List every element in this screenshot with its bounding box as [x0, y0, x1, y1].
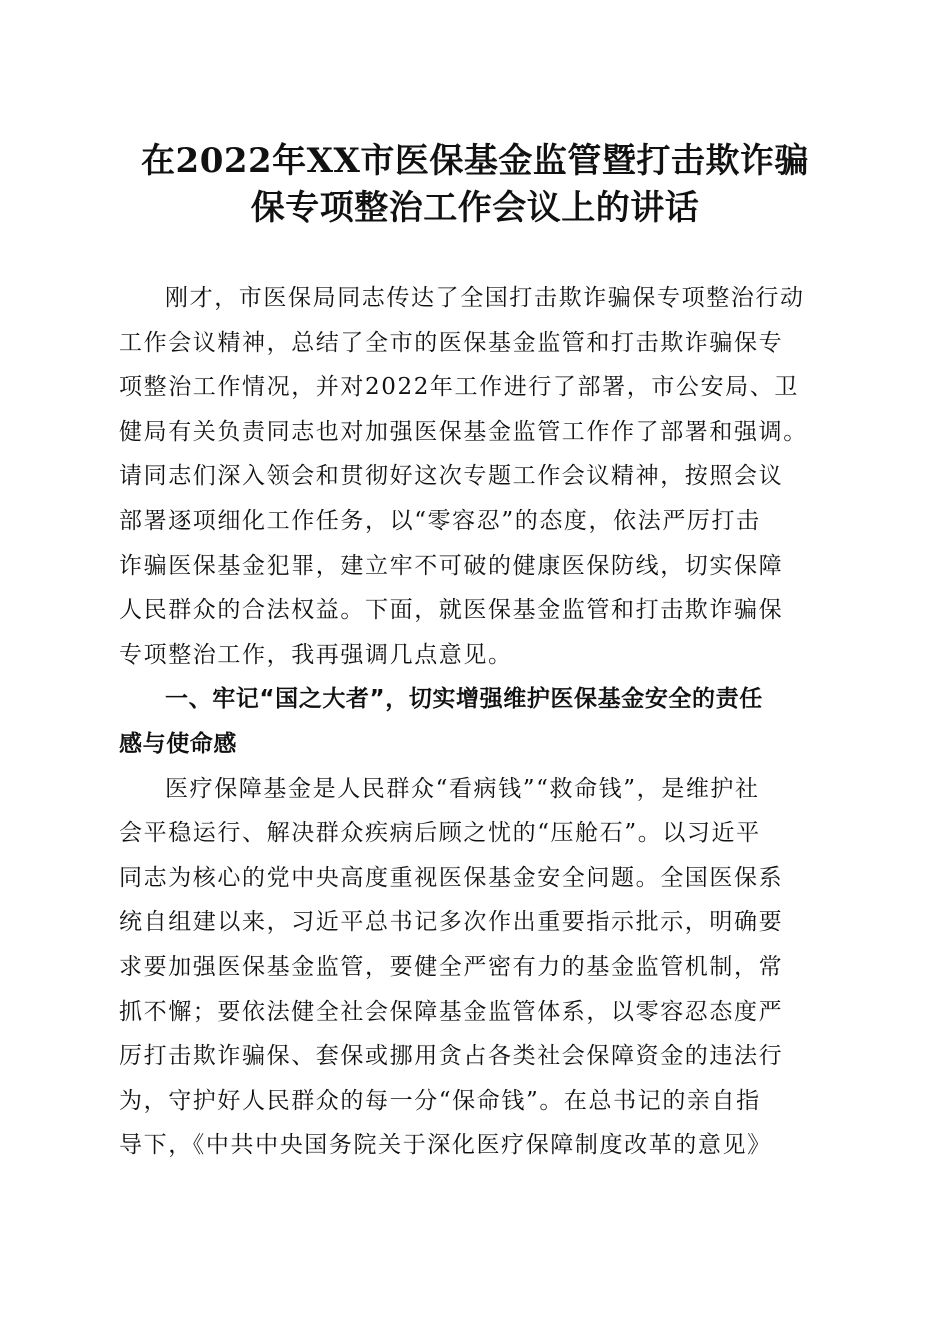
text-line: 抓不懈；要依法健全社会保障基金监管体系，以零容忍态度严 — [119, 998, 784, 1025]
text-line: 医疗保障基金是人民群众“看病钱”“救命钱”，是维护社 — [165, 775, 760, 802]
heading-line: 一、牢记“国之大者”，切实增强维护医保基金安全的责任 — [165, 686, 763, 713]
text-line: 诈骗医保基金犯罪，建立牢不可破的健康医保防线，切实保障 — [119, 552, 784, 579]
text-line: 刚才，市医保局同志传达了全国打击欺诈骗保专项整治行动 — [165, 285, 805, 311]
paragraph-section-1 — [119, 767, 831, 1168]
text-line: 同志为核心的党中央高度重视医保基金安全问题。全国医保系 — [119, 864, 784, 891]
text-line: 请同志们深入领会和贯彻好这次专题工作会议精神，按照会议 — [119, 463, 784, 490]
document-body — [119, 276, 831, 1168]
title-line-1: 在2022年XX市医保基金监管暨打击欺诈骗 — [141, 141, 809, 181]
text-line: 部署逐项细化工作任务，以“零容忍”的态度，依法严厉打击 — [119, 507, 761, 534]
text-line: 会平稳运行、解决群众疾病后顾之忧的“压舱石”。以习近平 — [119, 820, 761, 847]
section-heading-1 — [119, 677, 831, 766]
text-line: 导下，《中共中央国务院关于深化医疗保障制度改革的意见》 — [119, 1132, 772, 1159]
text-line: 健局有关负责同志也对加强医保基金监管工作作了部署和强调。 — [119, 418, 808, 445]
text-line: 工作会议精神，总结了全市的医保基金监管和打击欺诈骗保专 — [119, 329, 784, 356]
heading-line: 感与使命感 — [119, 730, 237, 757]
text-line: 人民群众的合法权益。下面，就医保基金监管和打击欺诈骗保 — [119, 597, 784, 624]
document-title — [90, 138, 860, 232]
text-line: 统自组建以来，习近平总书记多次作出重要指示批示，明确要 — [119, 909, 784, 936]
text-line: 为，守护好人民群众的每一分“保命钱”。在总书记的亲自指 — [119, 1087, 761, 1114]
paragraph-opening — [119, 276, 831, 677]
text-line: 厉打击欺诈骗保、套保或挪用贪占各类社会保障资金的违法行 — [119, 1043, 784, 1070]
text-line: 项整治工作情况，并对2022年工作进行了部署，市公安局、卫 — [119, 374, 799, 401]
text-line: 专项整治工作，我再强调几点意见。 — [119, 641, 513, 668]
title-line-2: 保专项整治工作会议上的讲话 — [250, 188, 700, 228]
text-line: 求要加强医保基金监管，要健全严密有力的基金监管机制，常 — [119, 953, 784, 980]
